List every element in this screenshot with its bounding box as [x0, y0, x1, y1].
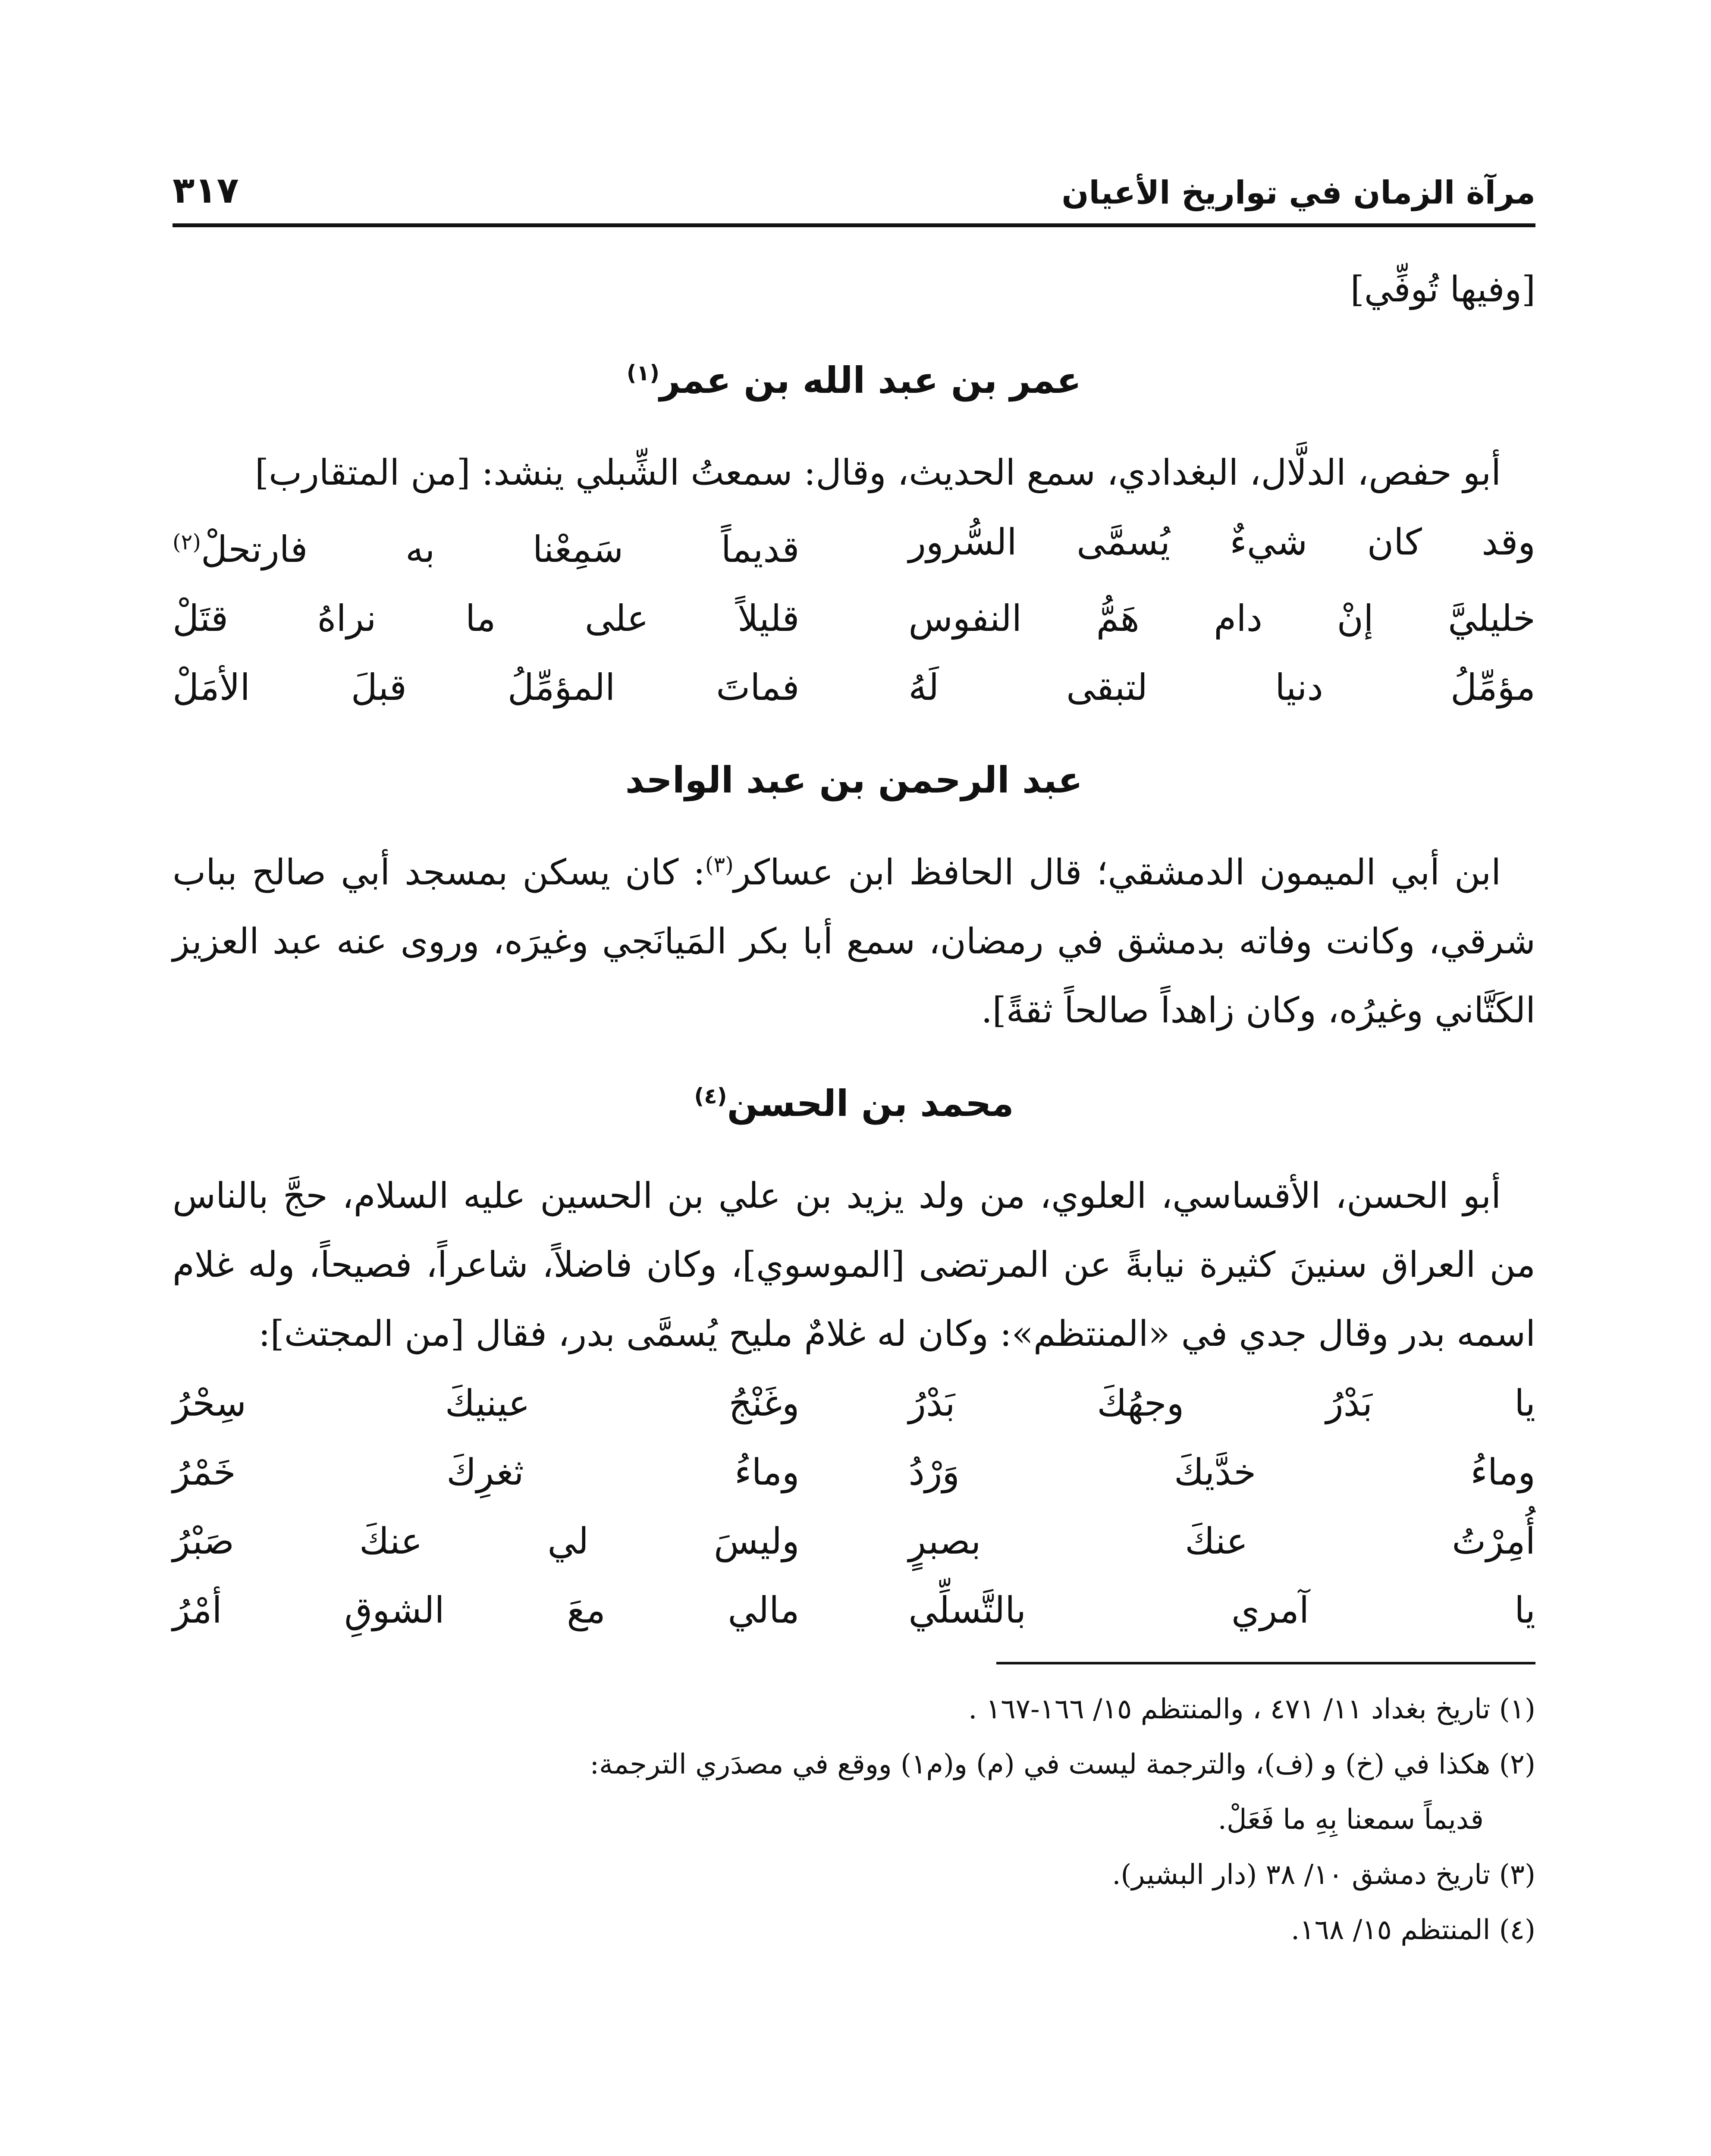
poem-hemistich-right: وماءُ خدَّيكَ وَرْدُ [908, 1451, 1535, 1493]
footnote: (١) تاريخ بغداد ١١/ ٤٧١ ، والمنتظم ١٥/ ١٦٦-١٦٧ . [968, 1693, 1535, 1725]
poem-hemistich-left: وماءُ ثغرِكَ خَمْرُ [173, 1451, 800, 1493]
poem-line [173, 653, 1535, 722]
footnotes [173, 1682, 1535, 1958]
poem [173, 1369, 1535, 1645]
entry-text [173, 838, 1535, 1045]
poem-hemistich-left: قليلاً على ما نراهُ قتَلْ [173, 597, 800, 639]
footnote-ref: (٣) [705, 852, 734, 877]
poem-hemistich-left: فماتَ المؤمِّلُ قبلَ الأمَلْ [173, 666, 800, 708]
poem-hemistich-left: وغَنْجُ عينيكَ سِحْرُ [173, 1382, 800, 1424]
poem-line [173, 1576, 1535, 1645]
entry-text-part: : كان يسكن بمسجد أبي صالح بباب شرقي، وكانت وفاته بدمشق في رمضان، سمع أبا بكر المَيانَجي وغيرَه، وروى عنه عبد العزيز الكَتَّاني وغيرُه، وكان زاهداً صالحاً ثقةً]. [173, 852, 1535, 1031]
entry-heading-text: محمد بن الحسن [727, 1082, 1014, 1125]
page-number: ٣١٧ [173, 169, 239, 211]
poem [173, 508, 1535, 722]
poem-line [173, 1507, 1535, 1576]
entry-heading-text: عمر بن عبد الله بن عمر [659, 359, 1082, 401]
book-page [173, 142, 1535, 1958]
entry-text: أبو الحسن، الأقساسي، العلوي، من ولد يزيد بن علي بن الحسين عليه السلام، حجَّ بالناس من العراق سنينَ كثيرة نيابةً عن المرتضى [الموسوي]، وكان فاضلاً، شاعراً، فصيحاً، وله غلام اسمه بدر وقال جدي في «المنتظم»: وكان له غلامٌ مليح يُسمَّى بدر، فقال [من المجتث]: [173, 1175, 1535, 1354]
footnote-separator [996, 1662, 1535, 1664]
entry-heading [173, 348, 1535, 413]
poem-hemistich-left [173, 508, 800, 584]
footnote: (٣) تاريخ دمشق ١٠/ ٣٨ (دار البشير). [1112, 1859, 1535, 1891]
footnote-ref: (١) [626, 360, 660, 385]
poem-hemistich-right: مؤمِّلُ دنيا لتبقى لَهُ [908, 666, 1535, 708]
poem-hemistich-left: وليسَ لي عنكَ صَبْرُ [173, 1520, 800, 1562]
running-title: مرآة الزمان في تواريخ الأعيان [1061, 174, 1535, 211]
poem-hemistich-right: يا آمري بالتَّسلِّي [908, 1589, 1535, 1631]
footnote-quote: قديماً سمعنا بِهِ ما فَعَلْ. [1218, 1804, 1484, 1836]
poem-line [173, 1438, 1535, 1507]
entry-text: أبو حفص، الدلَّال، البغدادي، سمع الحديث، وقال: سمعتُ الشِّبلي ينشد: [من المتقارب] [255, 452, 1501, 493]
poem-hemistich-right: وقد كان شيءٌ يُسمَّى السُّرور [908, 521, 1535, 563]
poem-line [173, 1369, 1535, 1438]
entry-text-part: ابن أبي الميمون الدمشقي؛ قال الحافظ ابن عساكر [733, 852, 1501, 893]
poem-hemistich-right: يا بَدْرُ وجهُكَ بَدْرُ [908, 1382, 1535, 1424]
bracket-note: [وفيها تُوفِّي] [1350, 269, 1535, 310]
poem-hemistich-left: مالي معَ الشوقِ أمْرُ [173, 1589, 800, 1631]
poem-line [173, 508, 1535, 584]
page-header [173, 142, 1535, 227]
footnote-ref: (٢) [173, 530, 201, 555]
entry-heading [173, 1071, 1535, 1136]
poem-hemistich-right: أُمِرْتُ عنكَ بصبرٍ [908, 1520, 1535, 1562]
footnote: (٤) المنتظم ١٥/ ١٦٨. [1290, 1914, 1535, 1946]
footnote-ref: (٤) [694, 1084, 727, 1109]
poem-line [173, 584, 1535, 653]
hemistich-text: قديماً سَمِعْنا به فارتحلْ [201, 528, 800, 570]
entry-heading: عبد الرحمن بن عبد الواحد [625, 759, 1083, 801]
footnote: (٢) هكذا في (خ) و (ف)، والترجمة ليست في (م) و(م١) ووقع في مصدَري الترجمة: [590, 1749, 1535, 1780]
poem-hemistich-right: خليليَّ إنْ دام هَمُّ النفوس [908, 597, 1535, 639]
